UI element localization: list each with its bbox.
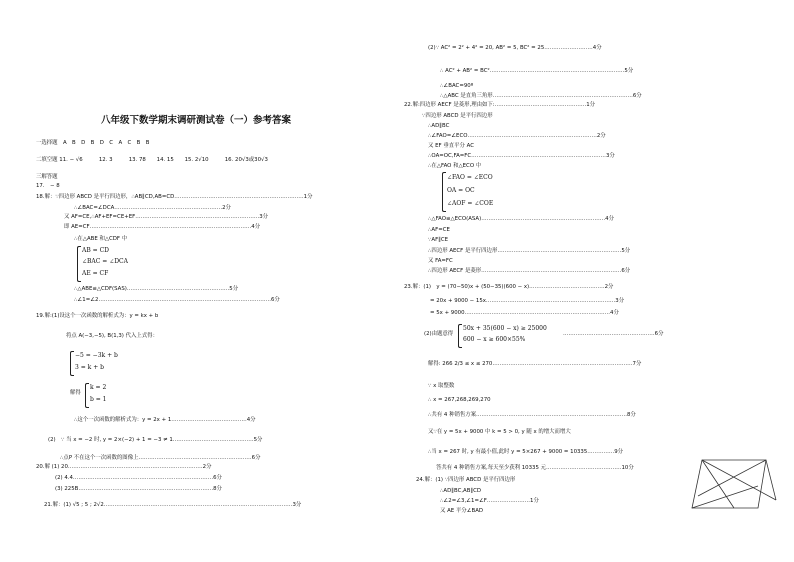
q23-line6: ∵ x 取整数 [428, 383, 455, 389]
q19-brace1 [70, 351, 74, 376]
q22-eq2: OA = OC [447, 187, 475, 194]
q18-line6: ∴△ABE≌△CDF(SAS)…………………………………………………5分 [74, 286, 239, 292]
q22-line8: ∴△FAO≌△ECO(ASA)……………………………………………………………4分 [428, 216, 614, 222]
q21-line1: 21.解：(1) √5 ; 5 ; 2√2……………………………………………………………………………………………3分 [44, 502, 302, 508]
q22-line9: ∴AF=CE [428, 227, 450, 233]
parallelogram-figure [688, 456, 780, 518]
q21-line4: ∴∠BAC=90º [440, 83, 474, 89]
q18-line5: ∴在△ABE 和△CDF 中 [74, 236, 128, 242]
q23-line8: ∴共有 4 种销售方案…………………………………………………………………………8分 [428, 412, 636, 418]
q18-line2: ∴∠BAC=∠DCA……………………………………………………2分 [74, 205, 231, 211]
page-title: 八年级下数学期末调研测试卷（一）参考答案 [101, 115, 292, 126]
q23-line10: ∴当 x = 267 时, y 有最小值,此时 y = 5×267 + 9000 = 10335……………9分 [428, 449, 624, 455]
choice-answers: 一选择题 A B D B D C A C B B [36, 140, 150, 146]
q19-solve-label: 解得 [70, 390, 81, 396]
q19-line4: ∴这个一次函数的解析式为：y = 2x + 1……………………………………4分 [74, 417, 256, 423]
q22-brace [442, 172, 446, 212]
q23-line7: ∴ x = 267,268,269,270 [428, 397, 491, 403]
q18-line4: 即 AE=CF………………………………………………………………………………4分 [64, 224, 261, 230]
q22-eq3: ∠AOF = ∠COE [447, 200, 494, 207]
q22-line4: ∴∠FAO=∠ECO………………………………………………………………2分 [428, 133, 606, 139]
q17-answer: 17. − 8 [36, 183, 60, 189]
fill-blank-answers: 二填空题 11. − √6 12. 3 13. 78 14. 15 15. 2√10 16. 20√3或30√3 [36, 157, 268, 163]
q19-line6: ∴点P 不在这个一次函数的图像上………………………………………………………6分 [60, 455, 261, 461]
q20-line3: (3) 225B…………………………………………………………………8分 [55, 486, 222, 492]
q18-eq3: AE = CF [82, 270, 109, 277]
q23-line4b: ……………………………………………6分 [563, 331, 664, 337]
q23-line1: 23.解：(1) y = (70−50)x + (50−35)(600 − x)……………………………………2分 [404, 284, 614, 290]
q23-line11: 答共有 4 种销售方案,每天至少获利 10335 元……………………………………10分 [436, 465, 634, 471]
q21-line3: ∴ AC² + AB² = BC²…………………………………………………………………5分 [440, 68, 634, 74]
q19-brace2 [85, 383, 89, 408]
q23-line5: 解得: 266 2/3 ≤ x ≤ 270……………………………………………………………………7分 [428, 361, 642, 367]
q22-line2: ∵四边形 ABCD 是平行四边形 [422, 113, 493, 119]
q19-line1: 19.解:(1)设这个一次函数的解析式为：y = kx + b [36, 313, 159, 319]
q22-line12: 又 FA=FC [428, 258, 453, 264]
q22-line1: 22.解:四边形 AECF 是菱形,理由如下:……………………………………………1分 [404, 102, 596, 108]
q22-line5: 又 EF 垂直平分 AC [428, 143, 474, 149]
q18-line3: 又 AF=CE,∴AF+EF=CE+EF……………………………………………………………3分 [64, 214, 269, 220]
q18-brace [77, 246, 81, 282]
q18-eq2: ∠BAC = ∠DCA [82, 258, 128, 265]
q22-line3: ∴AD∥BC [428, 123, 450, 129]
q24-line1: 24.解：(1) ∵四边形 ABCD 是平行四边形 [416, 477, 516, 483]
q23-line2: = 20x + 9000 − 15x………………………………………………………………3分 [430, 298, 625, 304]
q23-brace [458, 324, 462, 348]
q22-line13: ∴四边形 AECF 是菱形……………………………………………………………………6分 [428, 268, 631, 274]
q22-line11: ∴四边形 AECF 是平行四边形……………………………………………………………5分 [428, 248, 631, 254]
q18-line7: ∴∠1=∠2……………………………………………………………………………………6分 [74, 297, 280, 303]
q21-line5: ∴△ABC 是直角三角形……………………………………………………………………6分 [440, 93, 642, 99]
q19-sol1: k = 2 [90, 384, 107, 391]
segment-diagonal [692, 486, 758, 508]
segment-extension [766, 460, 776, 500]
q22-line6: ∴OA=OC,FA=FC…………………………………………………………………3分 [428, 153, 615, 159]
segment-bd [698, 460, 766, 496]
q23-line3: = 5x + 9000………………………………………………………………………4分 [430, 310, 619, 316]
q23-line9: 又∵在 y = 5x + 9000 中 k = 5 > 0, y 随 x 的增大而增大 [428, 429, 571, 435]
section-solutions: 三解答题 [36, 174, 58, 180]
q19-sol2: b = 1 [90, 396, 107, 403]
q23-ineq2: 600 − x ≥ 600×55% [463, 336, 526, 343]
q24-line4: 又 AE 平分∠BAD [440, 508, 484, 514]
q18-line1: 18.解：∵四边形 ABCD 是平行四边形，∴AB∥CD,AB=CD………………………………………………………………1分 [36, 194, 313, 200]
q19-eq1: −5 = −3k + b [75, 352, 118, 359]
q19-line2: 将点 A(−3,−5), B(1,3) 代入上式得： [66, 333, 158, 339]
q24-line2: ∴AD∥BC,AB∥CD [440, 488, 482, 494]
q23-ineq1: 50x + 35(600 − x) ≥ 25000 [463, 325, 547, 332]
q22-line10: ∵AF∥CE [428, 237, 449, 243]
q22-line7: ∴在△FAO 和△ECO 中 [428, 163, 482, 169]
q19-eq2: 3 = k + b [75, 364, 104, 371]
q22-eq1: ∠FAO = ∠ECO [447, 174, 493, 181]
q21-line2: (2)∵ AC² = 2² + 4² = 20, AB² = 5, BC² = 25………………………4分 [428, 45, 602, 51]
q19-line5: (2) ∵ 当 x = −2 时, y = 2×(−2) + 1 = −3 ≠ 1………………………………………5分 [48, 437, 263, 443]
q18-eq1: AB = CD [82, 247, 109, 254]
q24-line3: ∴∠2=∠3,∠1=∠F……………………1分 [440, 498, 539, 504]
q20-line1: 20.解 (1) 20…………………………………………………………………2分 [36, 464, 212, 470]
q23-line4: (2)由题意得 [424, 331, 454, 337]
q20-line2: (2) 4.4……………………………………………………………………6分 [55, 475, 222, 481]
segment-ae [702, 460, 734, 508]
